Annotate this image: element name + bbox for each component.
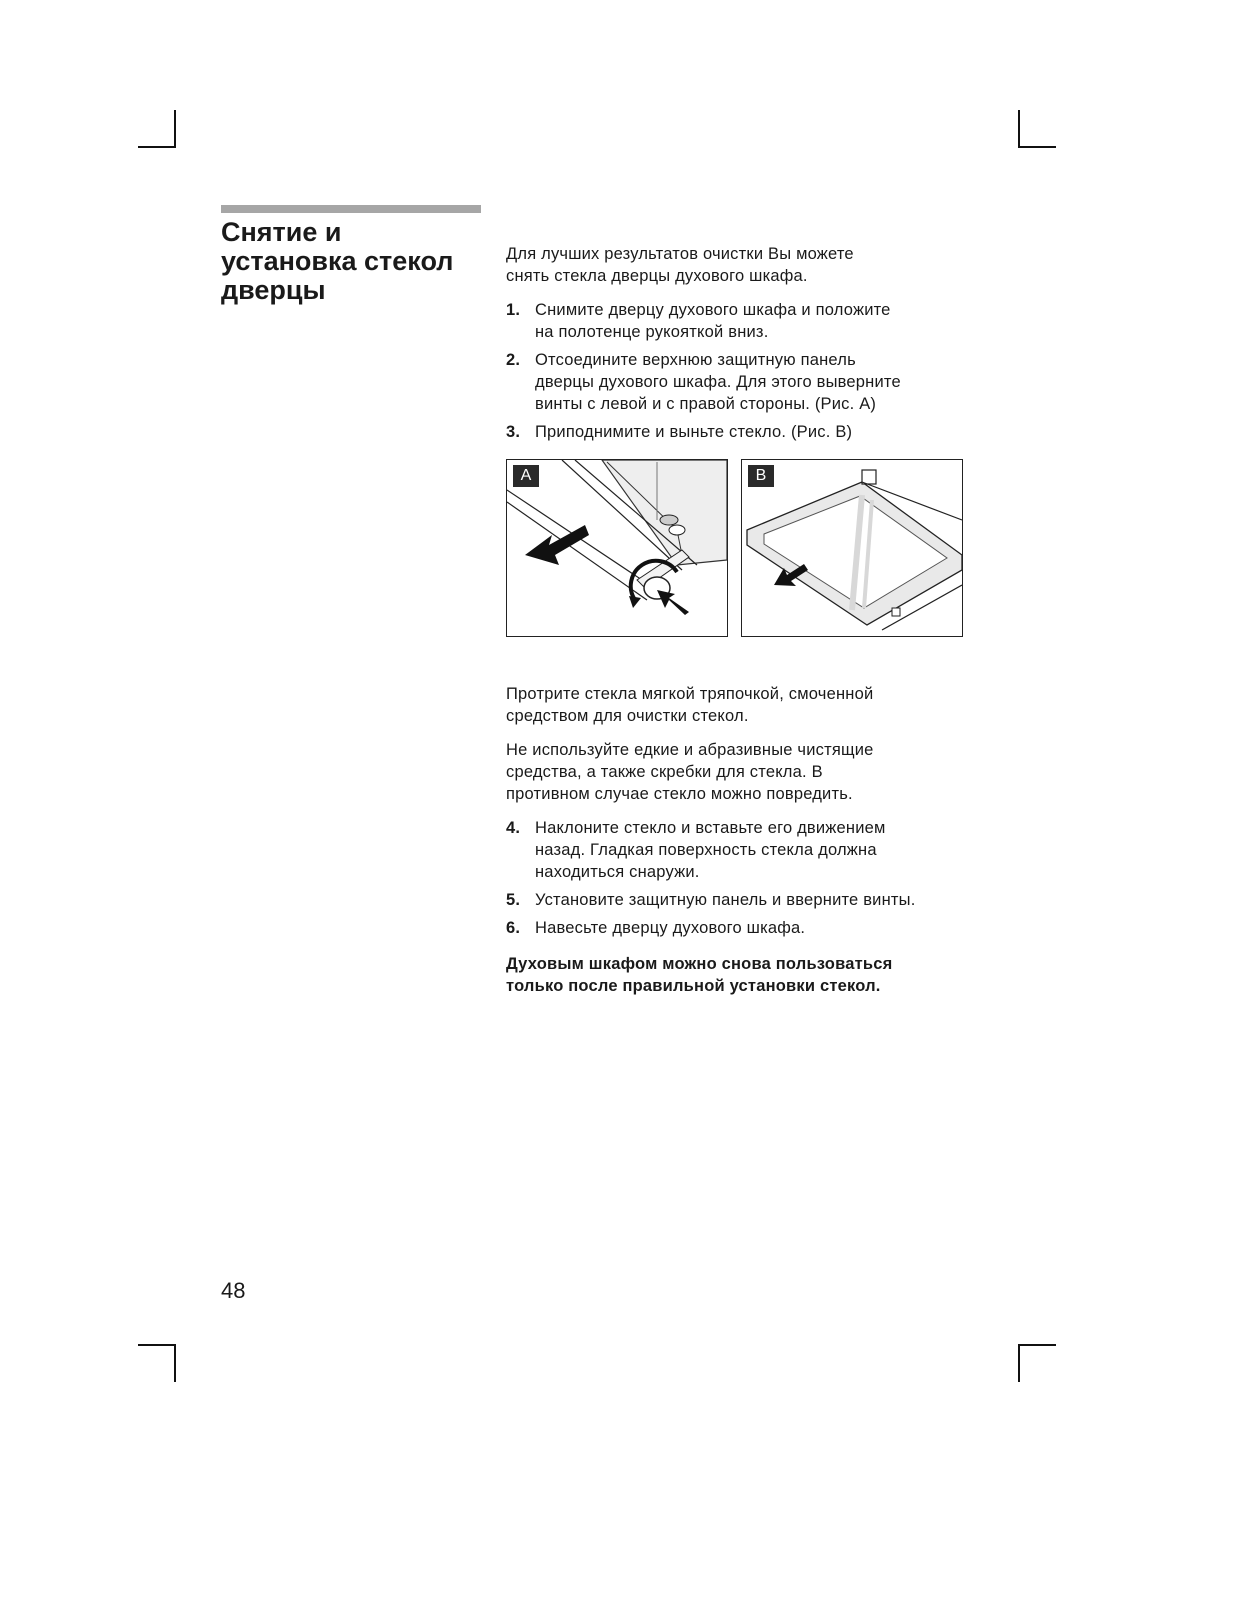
step-text: [535, 299, 891, 343]
crop-mark-top-right-h: [1018, 146, 1056, 148]
step-number: 1.: [506, 301, 521, 319]
final-note: [506, 953, 986, 997]
step-text: [535, 349, 901, 415]
crop-mark-bottom-left-v: [174, 1344, 176, 1382]
intro-line: Для лучших результатов очистки Вы можете: [506, 245, 854, 263]
figure-a-label: A: [513, 465, 539, 487]
final-note-line: только после правильной установки стекол.: [506, 977, 881, 995]
figures-row: [506, 459, 964, 637]
step-5: [506, 889, 986, 911]
wipe-line: Протрите стекла мягкой тряпочкой, смоченной: [506, 685, 874, 703]
step-line: Снимите дверцу духового шкафа и положите: [535, 301, 891, 319]
figure-a-illustration: [507, 460, 727, 636]
step-line: Отсоедините верхнюю защитную панель: [535, 351, 856, 369]
step-number: 4.: [506, 819, 521, 837]
step-line: дверцы духового шкафа. Для этого выверните: [535, 373, 901, 391]
step-line: находиться снаружи.: [535, 863, 700, 881]
crop-mark-bottom-right-v: [1018, 1344, 1020, 1382]
step-line: Наклоните стекло и вставьте его движением: [535, 819, 886, 837]
step-number: 6.: [506, 919, 521, 937]
warning-paragraph: [506, 739, 986, 805]
figure-b-label: B: [748, 465, 774, 487]
step-number: 3.: [506, 423, 521, 441]
step-line: на полотенце рукояткой вниз.: [535, 323, 769, 341]
section-heading: [221, 218, 491, 305]
figure-b-illustration: [742, 460, 962, 636]
heading-line: Снятие и: [221, 217, 342, 247]
step-line: Приподнимите и выньте стекло. (Рис. В): [535, 423, 853, 441]
crop-mark-top-left-v: [174, 110, 176, 148]
step-4: [506, 817, 986, 883]
figure-a: [506, 459, 728, 637]
final-note-line: Духовым шкафом можно снова пользоваться: [506, 955, 893, 973]
step-number: 2.: [506, 351, 521, 369]
figure-b: [741, 459, 963, 637]
wipe-line: средством для очистки стекол.: [506, 707, 749, 725]
step-text: [535, 889, 916, 911]
step-line: винты с левой и с правой стороны. (Рис. А): [535, 395, 877, 413]
step-text: [535, 817, 886, 883]
step-2: [506, 349, 986, 415]
wipe-paragraph: [506, 683, 986, 727]
step-number: 5.: [506, 891, 521, 909]
step-line: Навесьте дверцу духового шкафа.: [535, 919, 806, 937]
step-6: [506, 917, 986, 939]
intro-paragraph: [506, 243, 986, 287]
intro-line: снять стекла дверцы духового шкафа.: [506, 267, 808, 285]
step-line: Установите защитную панель и вверните винты.: [535, 891, 916, 909]
warning-line: Не используйте едкие и абразивные чистящие: [506, 741, 874, 759]
crop-mark-top-right-v: [1018, 110, 1020, 148]
warning-line: средства, а также скребки для стекла. В: [506, 763, 823, 781]
step-3: [506, 421, 986, 443]
instructions-column-continued: [506, 683, 986, 1009]
step-text: [535, 917, 805, 939]
crop-mark-bottom-left-h: [138, 1344, 176, 1346]
warning-line: противном случае стекло можно повредить.: [506, 785, 853, 803]
step-1: [506, 299, 986, 343]
heading-rule: [221, 205, 481, 213]
crop-mark-bottom-right-h: [1018, 1344, 1056, 1346]
heading-line: дверцы: [221, 275, 326, 305]
instructions-column: [506, 243, 986, 449]
step-text: [535, 421, 852, 443]
crop-mark-top-left-h: [138, 146, 176, 148]
step-line: назад. Гладкая поверхность стекла должна: [535, 841, 877, 859]
page-number: 48: [221, 1278, 246, 1303]
heading-line: установка стекол: [221, 246, 454, 276]
